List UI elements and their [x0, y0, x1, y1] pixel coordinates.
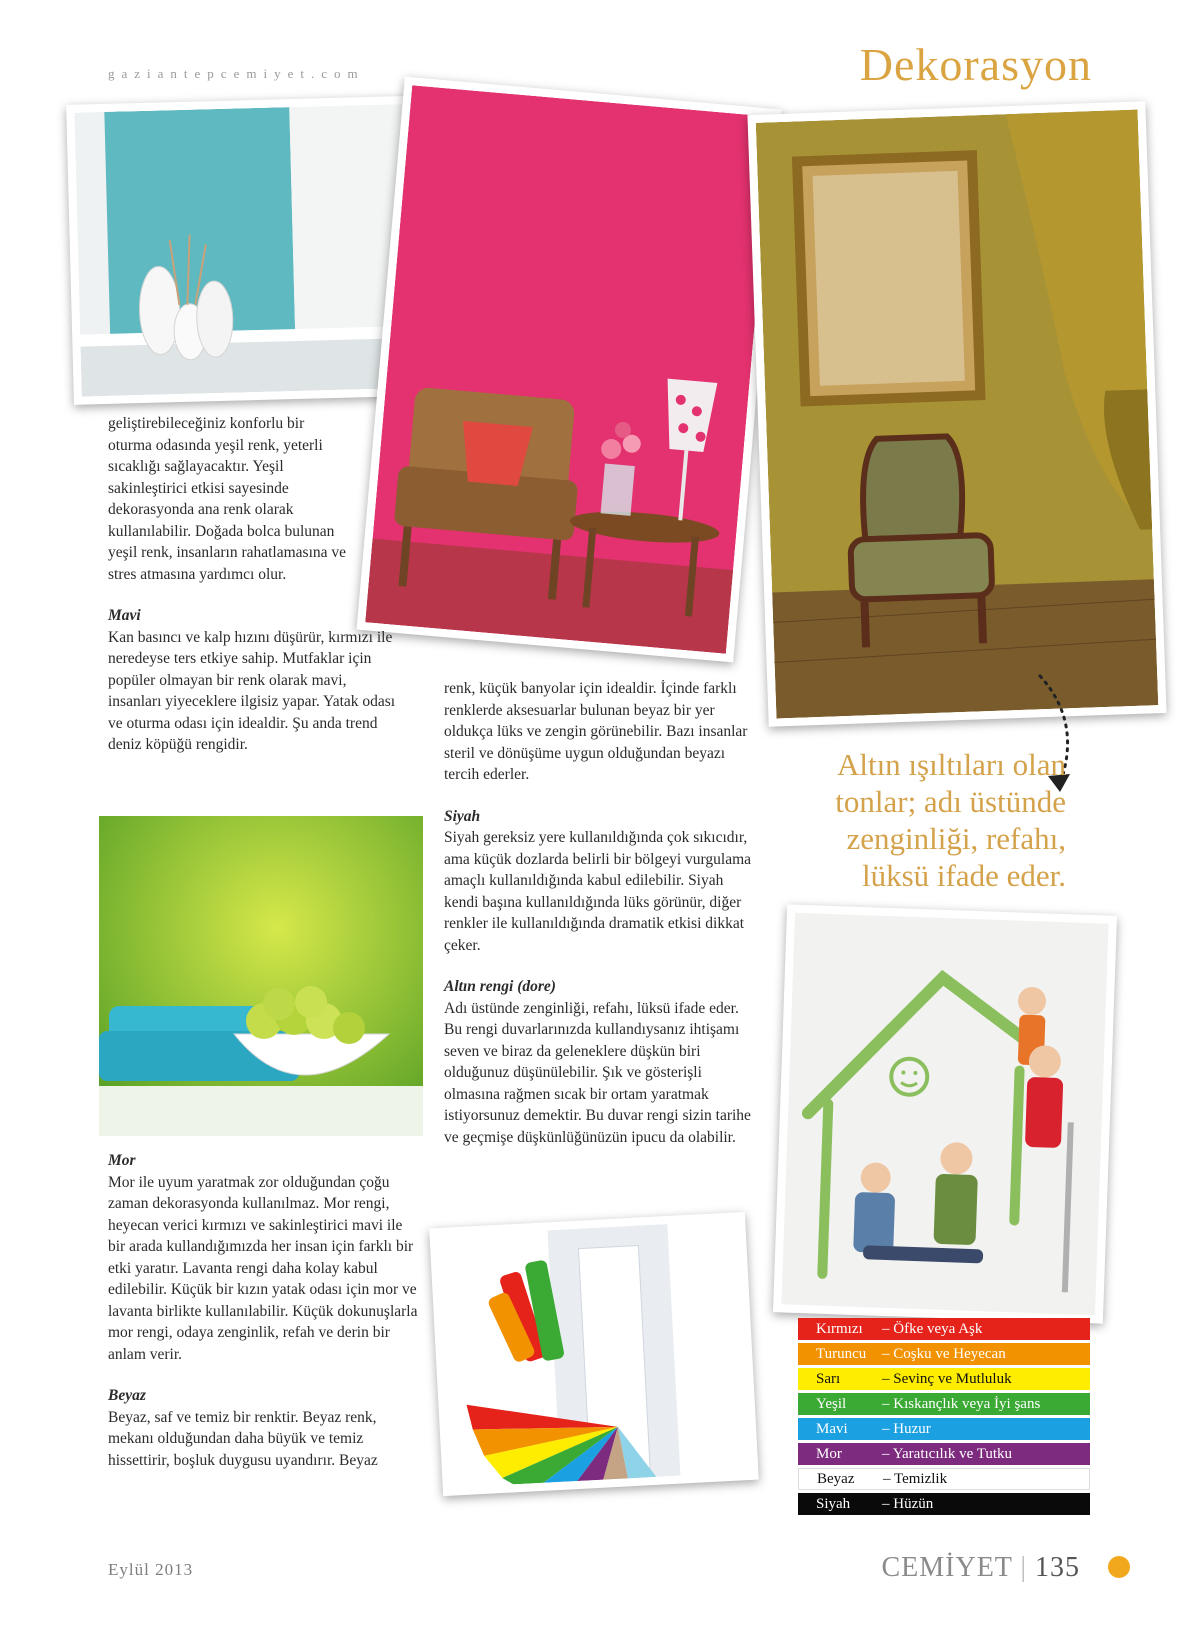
beyaz-paragraph: Beyaz, saf ve temiz bir renktir. Beyaz renk, mekanı olduğundan daha büyük ve temiz hissettirir, boşluk duygusu uyandırır. Beyaz	[108, 1408, 378, 1469]
magazine-name: CEMİYET	[881, 1552, 1013, 1583]
siyah-paragraph: Siyah gereksiz yere kullanıldığında çok sıkıcıdır, ama küçük dozlarda belirli bir bölgeyi vurgulama amaçlı kullanıldığında kabul edilebilir. Siyah kendi başına kullanıldığında lüks görünür, diğer renkler ile kullanıldığında dramatik etkisi dikkat çeker.	[444, 829, 752, 954]
column-2	[444, 678, 754, 1148]
legend-color-name: Yeşil	[816, 1395, 847, 1412]
legend-color-meaning: – Yaratıcılık ve Tutku	[882, 1445, 1013, 1462]
gold-room-illustration	[756, 110, 1159, 719]
photo-green-room	[99, 816, 423, 1136]
legend-color-meaning: – Coşku ve Heyecan	[882, 1345, 1006, 1362]
legend-color-meaning: – Temizlik	[883, 1470, 948, 1487]
photo-color-swatches	[429, 1212, 759, 1496]
swatches-illustration	[438, 1220, 751, 1487]
legend-color-name: Siyah	[816, 1495, 851, 1512]
heading-mor: Mor	[108, 1152, 136, 1169]
mor-paragraph: Mor ile uyum yaratmak zor olduğundan çoğu zaman dekorasyonda kullanılmaz. Mor rengi, heyecan verici kırmızı ve sakinleştirici mavi ile bir arada kullandığımızda her insan için farklı bir etki yaratır. Lavanta rengi daha kolay kabul edilebilir. Küçük bir kızın yatak odası için mor ve lavanta birlikte kullanılabilir. Küçük dokunuşlarla mor rengi, odaya zenginlik, refah ve derin bir anlam verir.	[108, 1173, 418, 1363]
page-dot-icon	[1108, 1556, 1130, 1578]
heading-mavi: Mavi	[108, 607, 141, 624]
page-number: 135	[1035, 1552, 1080, 1583]
legend-row-beyaz	[798, 1468, 1090, 1490]
pink-room-illustration	[365, 85, 773, 653]
legend-color-meaning: – Huzur	[882, 1420, 931, 1437]
color-meaning-legend	[798, 1318, 1090, 1518]
intro-paragraph: geliştirebileceğiniz konforlu bir oturma odasında yeşil renk, yeterli sıcaklığı sağlayacaktır. Yeşil sakinleştirici etkisi sayesinde dekorasyonda ana renk olarak kullanılabilir. Doğada bolca bulunan yeşil renk, insanların rahatlamasına ve stres atmasına yardımcı olur.	[108, 415, 347, 583]
legend-color-name: Mavi	[816, 1420, 848, 1437]
column-1	[108, 413, 396, 756]
legend-row-sari	[798, 1368, 1090, 1390]
altin-paragraph: Adı üstünde zenginliği, refahı, lüksü ifade eder. Bu rengi duvarlarınızda kullandıysanız ihtişamı seven ve biraz da geleneklere düşkün biri olduğunuz düşünülebilir. Şık ve gösterişli olmasına rağmen sıcak bir ortam yaratmak istiyorsunuz demektir. Bu duvar rengi sizin tarihe ve geçmişe düşkünlüğünüzün ipucu da olabilir.	[444, 999, 751, 1146]
legend-row-siyah	[798, 1493, 1090, 1515]
legend-row-mor	[798, 1443, 1090, 1465]
site-url: gaziantepcemiyet.com	[108, 66, 365, 81]
footer-date: Eylül 2013	[108, 1560, 194, 1579]
photo-pink-room	[357, 77, 782, 663]
heading-beyaz: Beyaz	[108, 1387, 146, 1404]
family-illustration	[781, 913, 1108, 1316]
legend-row-mavi	[798, 1418, 1090, 1440]
footer-page-label: CEMİYET | 135	[881, 1552, 1080, 1583]
heading-altin: Altın rengi (dore)	[444, 978, 556, 995]
green-room-illustration	[99, 816, 423, 1136]
legend-color-meaning: – Hüzün	[882, 1495, 934, 1512]
legend-color-name: Mor	[816, 1445, 842, 1462]
photo-gold-room	[747, 101, 1166, 727]
legend-color-name: Sarı	[816, 1370, 841, 1387]
mavi-paragraph: Kan basıncı ve kalp hızını düşürür, kırmızı ile neredeyse ters etkiye sahip. Mutfaklar için popüler olmayan bir renk olarak mavi, insanları yiyeceklere ilgisiz yapar. Yatak odası ve oturma odası için idealdir. Şu anda trend deniz köpüğü rengidir.	[108, 628, 396, 753]
pull-quote: Altın ışıltıları olan tonlar; adı üstünde zenginliği, refahı, lüksü ifade eder.	[835, 747, 1066, 893]
legend-color-name: Kırmızı	[816, 1320, 863, 1337]
legend-row-turuncu	[798, 1343, 1090, 1365]
legend-color-name: Turuncu	[816, 1345, 867, 1362]
legend-color-meaning: – Kıskançlık veya İyi şans	[882, 1395, 1041, 1412]
heading-siyah: Siyah	[444, 807, 481, 825]
legend-row-yesil	[798, 1393, 1090, 1415]
legend-color-meaning: – Öfke veya Aşk	[882, 1320, 983, 1337]
legend-color-meaning: – Sevinç ve Mutluluk	[882, 1370, 1012, 1387]
beyaz-continued: renk, küçük banyolar için idealdir. İçinde farklı renklerde aksesuarlar bulunan beyaz bir yer oldukça lüks ve zengin görünebilir. Bazı insanlar steril ve dönüşüme uygun olduğundan beyazı tercih ederler.	[444, 680, 748, 783]
legend-row-kirmizi	[798, 1318, 1090, 1340]
photo-family-painting	[773, 904, 1117, 1323]
column-1-lower	[108, 1150, 420, 1471]
legend-color-name: Beyaz	[817, 1470, 855, 1487]
section-title: Dekorasyon	[859, 39, 1092, 90]
